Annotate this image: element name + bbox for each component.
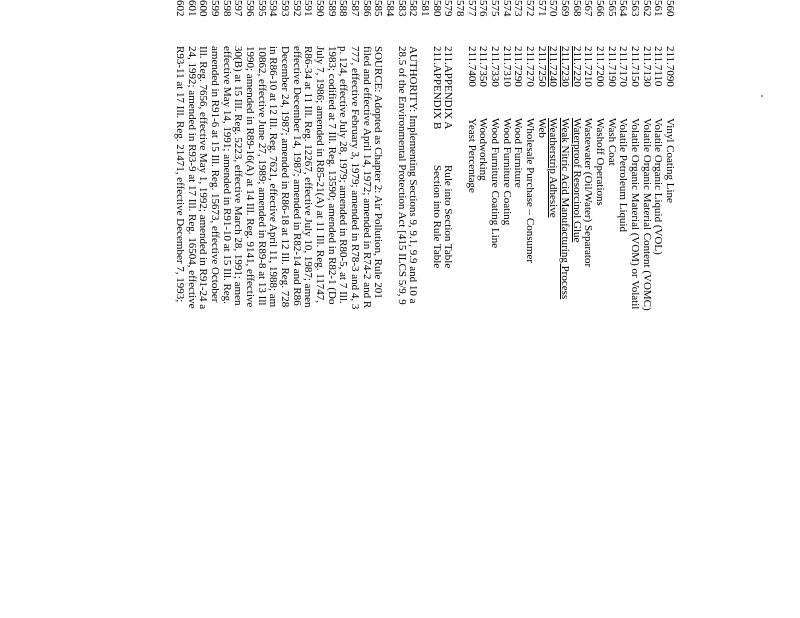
- line-number: 560: [664, 0, 676, 17]
- line-number: 566: [593, 0, 606, 17]
- line-number: 592: [290, 0, 303, 17]
- section-number: 211.7310: [500, 46, 513, 87]
- line-number: 576: [477, 0, 490, 17]
- line-number: 561: [652, 0, 665, 17]
- line-number: 562: [640, 0, 653, 17]
- section-number: 211.7230: [558, 46, 571, 87]
- section-number: 211.7170: [617, 46, 630, 87]
- line-number: 577: [465, 0, 478, 17]
- section-number: 211.7350: [477, 46, 490, 87]
- line-number: 581: [418, 0, 431, 17]
- section-title: Wastewater (Oil/Water) Separator: [582, 118, 595, 268]
- section-title: Web: [535, 118, 548, 138]
- line-number: 575: [488, 0, 501, 17]
- line-number: 588: [337, 0, 350, 17]
- appendix-number: 211.APPENDIX A: [442, 46, 455, 130]
- paragraph-line: 28.5 of the Environmental Protection Act [415 ILCS 5/9, 9: [395, 46, 408, 305]
- appendix-title: Section into Rule Table: [430, 165, 443, 269]
- line-number: 569: [558, 0, 571, 17]
- line-number: 579: [442, 0, 455, 17]
- line-number: 596: [243, 0, 256, 17]
- line-number: 600: [197, 0, 210, 17]
- line-number: 568: [570, 0, 583, 17]
- section-number: 211.7150: [629, 46, 641, 87]
- section-title: Yeast Percentage: [465, 118, 478, 193]
- section-title: Wholesale Purchase – Consumer: [523, 118, 536, 264]
- paragraph-line: R86-34 at 11 Ill. Reg. 12267, effective July 10, 1987; amen: [302, 46, 315, 308]
- paragraph-line: December 24, 1987; amended in R86-18 at 12 Ill. Reg. 728: [278, 46, 291, 308]
- line-number: 601: [185, 0, 198, 17]
- section-number: 211.7290: [512, 46, 525, 87]
- paragraph-line: 1990; amended in R89-16(A) at 14 Ill. Reg. 9141, effective: [243, 46, 256, 308]
- line-number: 587: [348, 0, 361, 17]
- paragraph-line: 24, 1992; amended in R93-9 at 17 Ill. Reg. 16504, effective: [185, 46, 198, 309]
- section-title: Wood Furniture: [512, 118, 525, 188]
- line-number: 565: [605, 0, 618, 17]
- section-title: Volatile Organic Liquid (VOL): [652, 118, 665, 255]
- section-title: Washoff Operations: [593, 118, 606, 206]
- paragraph-line: AUTHORITY: Implementing Sections 9, 9.1, 9.9 and 10 a: [407, 46, 420, 304]
- line-number: 573: [512, 0, 525, 17]
- line-number: 597: [232, 0, 245, 17]
- paragraph-line: 777, effective February 3, 1979; amended in R78-3 and 4, 3: [348, 46, 361, 310]
- section-number: 211.7240: [547, 46, 560, 87]
- line-number: 598: [220, 0, 233, 17]
- paragraph-line: 1983; codified at 7 Ill. Reg. 13590; amended in R82-1 (Do: [325, 46, 338, 305]
- section-number: 211.7220: [570, 46, 583, 87]
- line-number: 583: [395, 0, 408, 17]
- paragraph-line: effective December 14, 1987; amended in R82-14 and R86: [290, 46, 303, 306]
- section-number: 211.7110: [652, 46, 665, 87]
- line-number: 591: [302, 0, 315, 17]
- paragraph-line: R93-11 at 17 Ill. Reg. 21471, effective December 7, 1993;: [173, 46, 186, 303]
- section-number: 211.7130: [640, 46, 653, 87]
- section-title: Vinyl Coating Line: [664, 118, 676, 203]
- paragraph-line: filed and effective April 14, 1972; amended in R74-2 and R: [360, 46, 373, 309]
- section-number: 211.7250: [535, 46, 548, 87]
- section-number: 211.7090: [664, 46, 676, 87]
- line-number: 585: [372, 0, 385, 17]
- paragraph-line: p. 124, effective July 28, 1979; amended in R80-5, at 7 Ill.: [337, 46, 350, 304]
- scan-speck: [761, 95, 763, 97]
- line-number: 571: [535, 0, 548, 17]
- line-number: 590: [313, 0, 326, 17]
- section-title: Volatile Organic Material Content (VOMC): [640, 118, 653, 311]
- line-number: 567: [582, 0, 595, 17]
- section-title: Waterproof Resorcinol Glue: [570, 118, 583, 243]
- paragraph-line: 10862, effective June 27, 1989; amended in R89-8 at 13 Ill: [255, 46, 268, 306]
- paragraph-line: July 7, 1986; amended in R85-21(A) at 11 Ill. Reg. 11747,: [313, 46, 326, 304]
- line-number: 580: [430, 0, 443, 17]
- paragraph-line: in R86-10 at 12 Ill. Reg. 7621, effective April 11, 1988; am: [267, 46, 280, 308]
- line-number: 572: [523, 0, 536, 17]
- line-number: 595: [255, 0, 268, 17]
- section-title: Volatile Petroleum Liquid: [617, 118, 630, 233]
- appendix-number: 211.APPENDIX B: [430, 46, 443, 130]
- line-number: 594: [267, 0, 280, 17]
- section-number: 211.7330: [488, 46, 501, 87]
- line-number: 578: [453, 0, 466, 17]
- section-number: 211.7190: [605, 46, 618, 87]
- line-number: 564: [617, 0, 630, 17]
- section-title: Wood Furniture Coating Line: [488, 118, 501, 249]
- section-title: Woodworking: [477, 118, 490, 181]
- section-title: Weak Nitric Acid Manufacturing Process: [558, 118, 571, 300]
- line-number: 593: [278, 0, 291, 17]
- line-number: 589: [325, 0, 338, 17]
- line-number: 586: [360, 0, 373, 17]
- line-number: 563: [629, 0, 641, 17]
- line-number: 574: [500, 0, 513, 17]
- paragraph-line: effective May 14, 1991; amended in R91-10 at 15 Ill. Reg.: [220, 46, 233, 304]
- paragraph-line: 30(B) at 15 Ill. Reg. 5223, effective March 28, 1991; amen: [232, 46, 245, 306]
- paragraph-line: SOURCE: Adopted as Chapter 2: Air Pollution, Rule 201: [372, 46, 385, 299]
- line-number: 584: [383, 0, 396, 17]
- section-title: Volatile Organic Material (VOM) or Volatil: [629, 118, 641, 310]
- appendix-title: Rule into Section Table: [442, 165, 455, 269]
- section-number: 211.7400: [465, 46, 478, 87]
- line-number: 599: [208, 0, 221, 17]
- paragraph-line: amended in R91-6 at 15 Ill. Reg. 15673, effective October: [208, 46, 221, 303]
- line-number: 582: [407, 0, 420, 17]
- section-number: 211.7200: [593, 46, 606, 87]
- paragraph-line: Ill. Reg. 7656, effective May 1, 1992; amended in R91-24 a: [197, 46, 210, 310]
- section-number: 211.7270: [523, 46, 536, 87]
- line-number: 602: [173, 0, 186, 17]
- section-number: 211.7210: [582, 46, 595, 87]
- line-number: 570: [547, 0, 560, 17]
- section-title: Weatherstrip Adhesive: [547, 118, 560, 218]
- section-title: Wood Furniture Coating: [500, 118, 513, 226]
- section-title: Wash Coat: [605, 118, 618, 166]
